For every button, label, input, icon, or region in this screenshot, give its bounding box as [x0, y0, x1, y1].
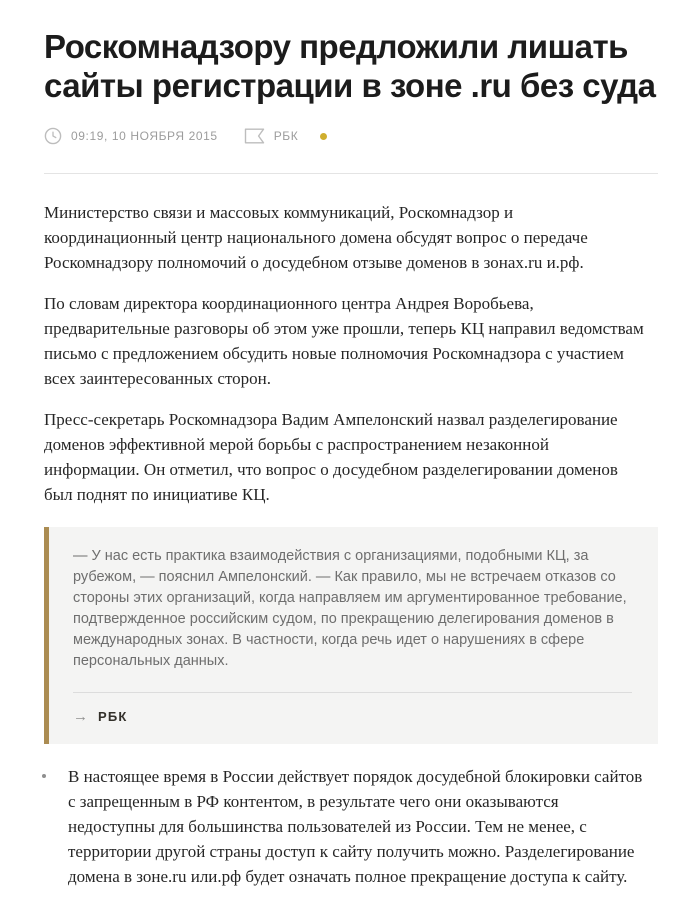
publish-time-label: 09:19, 10 НОЯБРЯ 2015: [71, 129, 218, 144]
flag-icon: [244, 128, 265, 144]
quote-source-label: РБК: [98, 709, 128, 725]
article-paragraph: Министерство связи и массовых коммуникаций, Роскомнадзор и координационный центр национального домена обсудят вопрос о передаче Роскомнадзору полномочий о досудебном отзыве доменов в зонах.ru и.рф.: [44, 203, 588, 273]
article-meta: [44, 127, 658, 145]
source-tag-label: РБК: [273, 129, 299, 144]
summary-list: [44, 764, 658, 889]
list-item: В настоящее время в России действует порядок досудебной блокировки сайтов с запрещенным в РФ контентом, в результате чего они оказываются недоступны для большинства пользователей из России. Тем не менее, с территории другой страны доступ к сайту получить можно. Разделегирование домена в зоне.ru или.рф будет означать полное прекращение доступа к сайту.: [68, 764, 648, 889]
publish-time: [44, 127, 218, 145]
quote-text: — У нас есть практика взаимодействия с организациями, подобными КЦ, за рубежом, — пояснил Ампелонский. — Как правило, мы не встречаем отказов со стороны этих организаций, когда направляем им аргументированное требование, подтвержденное российским судом, по прекращению делегирования доменов в международных зонах. В частности, когда речь идет о нарушениях в сфере персональных данных.: [73, 548, 627, 670]
clock-icon: [44, 127, 62, 145]
arrow-right-icon: →: [73, 708, 88, 726]
article-paragraph: Пресс-секретарь Роскомнадзора Вадим Ампелонский назвал разделегирование доменов эффективной мерой борьбы с распространением незаконной информации. Он отметил, что вопрос о досудебном разделегировании доменов был поднят по инициативе КЦ.: [44, 410, 618, 505]
article-paragraph: По словам директора координационного центра Андрея Воробьева, предварительные разговоры об этом уже прошли, теперь КЦ направил ведомствам письмо с предложением обсудить новые полномочия Роскомнадзора с участием всех заинтересованных сторон.: [44, 294, 644, 389]
source-tag[interactable]: [244, 128, 299, 144]
quote-source-link[interactable]: [73, 708, 128, 725]
gold-dot-icon: [320, 133, 327, 140]
quote-footer: [73, 692, 632, 744]
article-title: Роскомнадзору предложили лишать сайты регистрации в зоне .ru без суда: [44, 28, 656, 104]
header-divider: [44, 173, 658, 174]
quote-block: [44, 527, 658, 744]
